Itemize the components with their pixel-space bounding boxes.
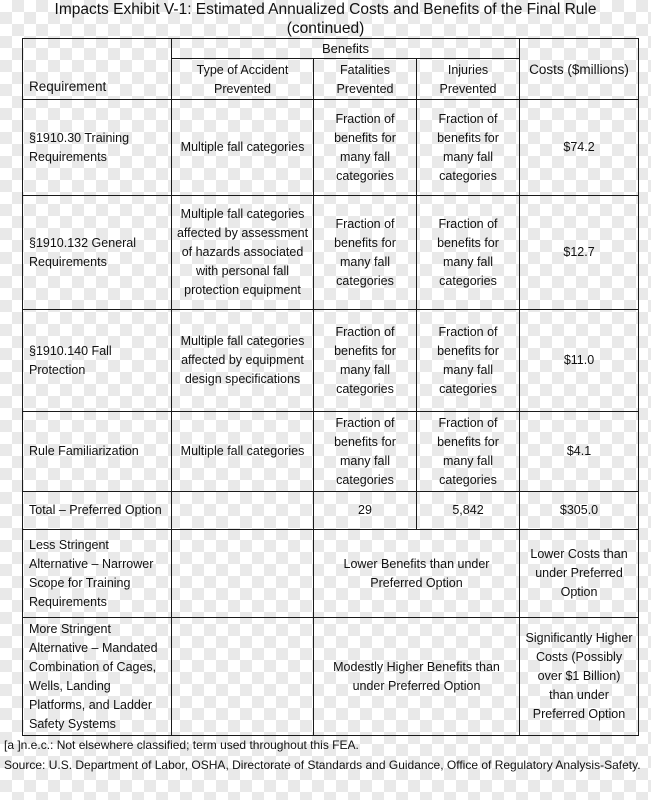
cell-alt-requirement: Less Stringent Alternative – Narrower Scope for Training Requirements [23, 530, 172, 618]
cell-requirement: Rule Familiarization [23, 412, 172, 492]
cell-requirement: §1910.140 Fall Protection [23, 310, 172, 412]
cell-fatalities: Fraction of benefits for many fall categories [314, 310, 417, 412]
cell-type-of-accident: Multiple fall categories [172, 100, 314, 196]
cell-fatalities: Fraction of benefits for many fall categories [314, 100, 417, 196]
cell-costs: $4.1 [520, 412, 639, 492]
cell-total-injuries: 5,842 [417, 492, 520, 530]
header-row-1 [23, 39, 639, 59]
header-requirement: Requirement [23, 39, 172, 100]
cell-alt-benefits: Lower Benefits than under Preferred Option [314, 530, 520, 618]
alternative-row [23, 530, 639, 618]
cell-type-of-accident: Multiple fall categories affected by equipment design specifications [172, 310, 314, 412]
cell-injuries: Fraction of benefits for many fall categories [417, 196, 520, 310]
cell-alt-requirement: More Stringent Alternative – Mandated Combination of Cages, Wells, Landing Platforms, and Ladder Safety Systems [23, 618, 172, 736]
cell-total-type-of-accident [172, 492, 314, 530]
cell-type-of-accident: Multiple fall categories affected by assessment of hazards associated with personal fall protection equipment [172, 196, 314, 310]
cell-injuries: Fraction of benefits for many fall categories [417, 310, 520, 412]
exhibit-title-line2: (continued) [286, 20, 365, 37]
header-costs: Costs ($millions) [520, 39, 639, 100]
exhibit-title [0, 0, 651, 38]
cell-alt-costs: Lower Costs than under Preferred Option [520, 530, 639, 618]
cell-total-fatalities: 29 [314, 492, 417, 530]
cell-fatalities: Fraction of benefits for many fall categories [314, 412, 417, 492]
cell-injuries: Fraction of benefits for many fall categories [417, 412, 520, 492]
cell-total-requirement: Total – Preferred Option [23, 492, 172, 530]
cell-fatalities: Fraction of benefits for many fall categories [314, 196, 417, 310]
cell-costs: $74.2 [520, 100, 639, 196]
costs-benefits-table [22, 38, 639, 736]
table-row [23, 100, 639, 196]
cell-costs: $11.0 [520, 310, 639, 412]
alternative-row [23, 618, 639, 736]
total-row [23, 492, 639, 530]
cell-total-costs: $305.0 [520, 492, 639, 530]
cell-requirement: §1910.30 Training Requirements [23, 100, 172, 196]
cell-injuries: Fraction of benefits for many fall categories [417, 100, 520, 196]
table-row [23, 310, 639, 412]
cell-costs: $12.7 [520, 196, 639, 310]
header-type-of-accident: Type of Accident Prevented [172, 59, 314, 100]
table-row [23, 412, 639, 492]
cell-alt-costs: Significantly Higher Costs (Possibly over $1 Billion) than under Preferred Option [520, 618, 639, 736]
header-injuries: Injuries Prevented [417, 59, 520, 100]
exhibit-title-line1: Impacts Exhibit V-1: Estimated Annualized Costs and Benefits of the Final Rule [54, 1, 597, 18]
footnote-source: Source: U.S. Department of Labor, OSHA, Directorate of Standards and Guidance, Office of Regulatory Analysis-Safety. [4, 758, 641, 772]
cell-type-of-accident: Multiple fall categories [172, 412, 314, 492]
cell-requirement: §1910.132 General Requirements [23, 196, 172, 310]
footnote-nec: [a ]n.e.c.: Not elsewhere classified; term used throughout this FEA. [4, 738, 359, 752]
header-benefits: Benefits [172, 39, 520, 59]
table-row [23, 196, 639, 310]
header-fatalities: Fatalities Prevented [314, 59, 417, 100]
cell-alt-empty [172, 530, 314, 618]
cell-alt-benefits: Modestly Higher Benefits than under Preferred Option [314, 618, 520, 736]
cell-alt-empty [172, 618, 314, 736]
